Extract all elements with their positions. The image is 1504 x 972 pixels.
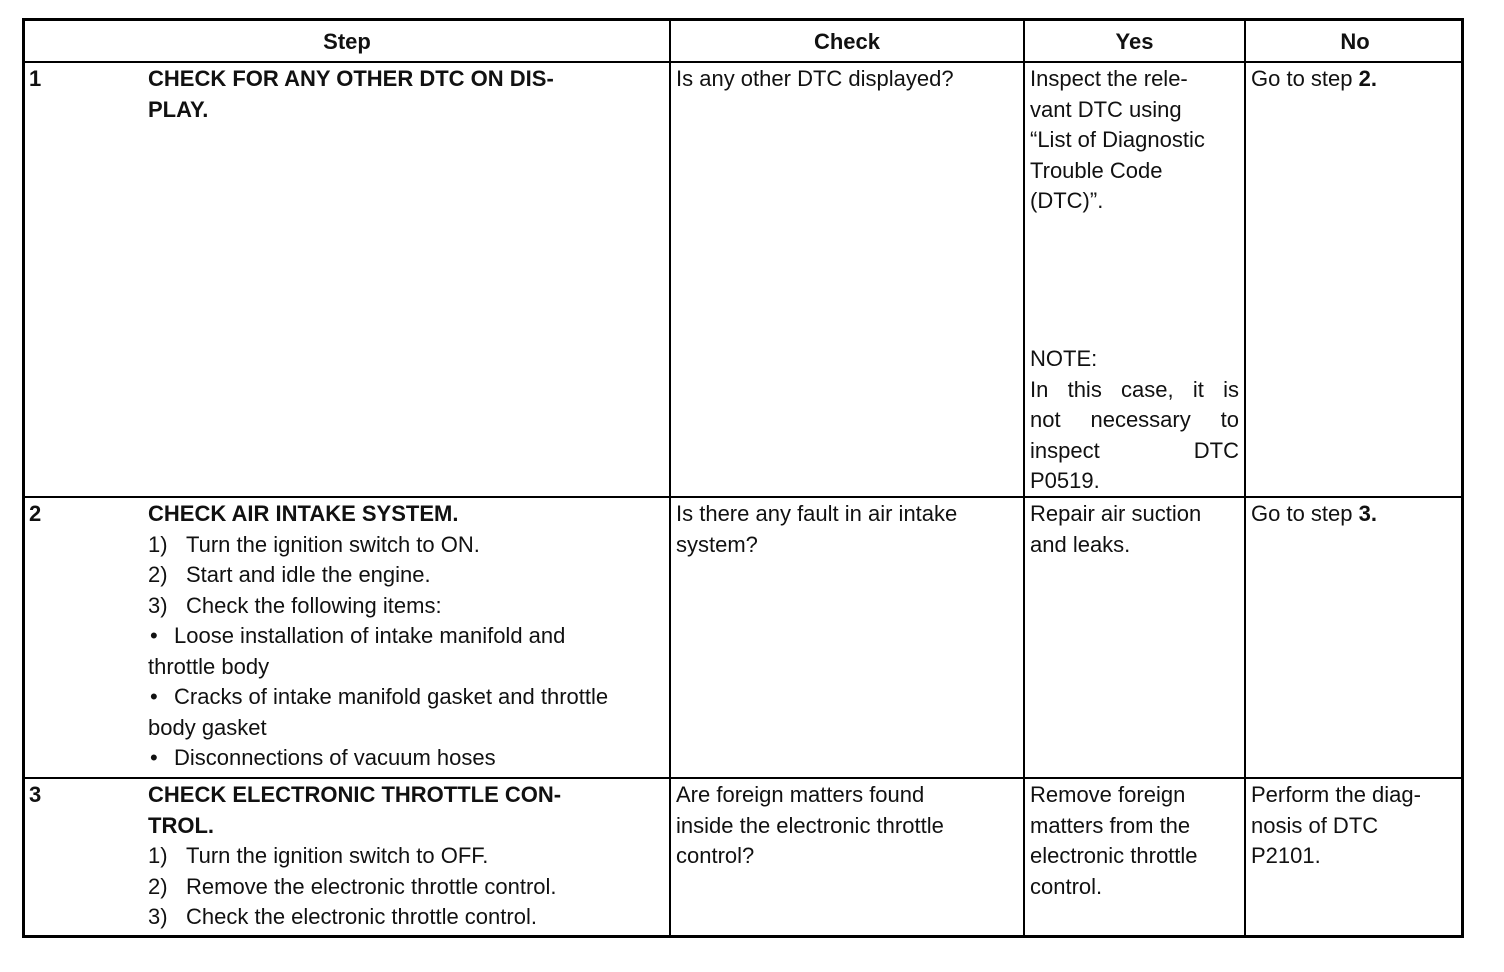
no-step-ref: 2. bbox=[1358, 66, 1377, 91]
row-divider bbox=[25, 496, 1461, 498]
column-divider bbox=[669, 21, 671, 935]
no-text: Go to step bbox=[1251, 66, 1359, 91]
no-cell bbox=[1251, 499, 1461, 530]
diagnostic-table bbox=[22, 18, 1464, 938]
step-title-line: CHECK FOR ANY OTHER DTC ON DIS- bbox=[148, 66, 554, 91]
procedure-step bbox=[148, 591, 666, 622]
note-block bbox=[1030, 344, 1239, 497]
bullet-icon: • bbox=[150, 684, 158, 709]
no-cell bbox=[1251, 780, 1461, 872]
yes-text: Inspect the rele- bbox=[1030, 66, 1188, 91]
no-text: nosis of DTC bbox=[1251, 812, 1379, 838]
procedure-step-number: 1) bbox=[148, 531, 168, 557]
procedure-step-number: 2) bbox=[148, 562, 168, 587]
procedure-step bbox=[148, 560, 666, 591]
step-title-line: PLAY. bbox=[148, 96, 209, 122]
note-text: In this case, it is bbox=[1030, 376, 1239, 402]
row-divider bbox=[25, 777, 1461, 779]
check-text: control? bbox=[676, 843, 755, 868]
step-title-line: CHECK AIR INTAKE SYSTEM. bbox=[148, 501, 459, 526]
no-cell bbox=[1251, 64, 1461, 95]
procedure-step-text: Check the electronic throttle control. bbox=[186, 904, 537, 929]
no-text: Perform the diag- bbox=[1251, 782, 1421, 807]
yes-text: Repair air suction bbox=[1030, 501, 1202, 526]
procedure-step-number: 2) bbox=[148, 873, 168, 899]
check-text: Are foreign matters found bbox=[676, 782, 925, 807]
yes-text: Trouble Code bbox=[1030, 157, 1163, 183]
note-text: inspect DTC bbox=[1030, 437, 1239, 463]
check-cell bbox=[676, 64, 1016, 95]
note-label: NOTE: bbox=[1030, 346, 1098, 371]
procedure-step-text: Check the following items: bbox=[186, 592, 442, 618]
column-divider bbox=[1244, 21, 1246, 935]
yes-text: matters from the bbox=[1030, 812, 1191, 838]
note-text: P0519. bbox=[1030, 468, 1100, 493]
header-check: Check bbox=[813, 29, 881, 54]
procedure-step-text: Remove the electronic throttle control. bbox=[186, 873, 557, 899]
yes-text: (DTC)”. bbox=[1030, 188, 1104, 213]
yes-cell bbox=[1030, 780, 1240, 902]
yes-cell bbox=[1030, 64, 1240, 217]
bullet-text: Cracks of intake manifold gasket and throttle bbox=[174, 684, 609, 709]
yes-text: Remove foreign bbox=[1030, 782, 1186, 807]
procedure-step-number: 3) bbox=[148, 904, 168, 929]
check-cell bbox=[676, 780, 1016, 872]
procedure-step-number: 3) bbox=[148, 592, 168, 618]
bullet-icon: • bbox=[150, 623, 158, 648]
header-step: Step bbox=[323, 29, 371, 54]
yes-text: control. bbox=[1030, 873, 1103, 899]
no-text: P2101. bbox=[1251, 843, 1321, 868]
yes-text: electronic throttle bbox=[1030, 843, 1198, 868]
check-text: Is any other DTC displayed? bbox=[676, 66, 954, 91]
procedure-step-text: Turn the ignition switch to OFF. bbox=[186, 843, 489, 868]
bullet-icon: • bbox=[150, 745, 158, 770]
step-number: 2 bbox=[29, 501, 42, 526]
check-text: inside the electronic throttle bbox=[676, 812, 944, 838]
procedure-step bbox=[148, 902, 666, 933]
yes-text: and leaks. bbox=[1030, 531, 1131, 557]
bullet-text: Loose installation of intake manifold and bbox=[174, 623, 566, 648]
step-content bbox=[148, 780, 666, 933]
step-number: 1 bbox=[29, 66, 42, 91]
header-yes: Yes bbox=[1115, 29, 1154, 54]
procedure-step-number: 1) bbox=[148, 843, 168, 868]
yes-cell bbox=[1030, 499, 1240, 560]
step-title-line: TROL. bbox=[148, 812, 214, 838]
bullet-text: body gasket bbox=[148, 714, 267, 740]
procedure-step bbox=[148, 841, 666, 872]
procedure-step-text: Start and idle the engine. bbox=[186, 562, 431, 587]
yes-text: “List of Diagnostic bbox=[1030, 127, 1205, 152]
check-cell bbox=[676, 499, 1016, 560]
bullet-item bbox=[148, 621, 666, 652]
header-no: No bbox=[1340, 29, 1370, 54]
bullet-item bbox=[148, 743, 666, 774]
bullet-text: throttle body bbox=[148, 653, 270, 679]
procedure-step-text: Turn the ignition switch to ON. bbox=[186, 531, 480, 557]
check-text: Is there any fault in air intake bbox=[676, 501, 958, 526]
step-number: 3 bbox=[29, 782, 42, 807]
step-title-line: CHECK ELECTRONIC THROTTLE CON- bbox=[148, 782, 562, 807]
bullet-item bbox=[148, 682, 666, 713]
step-content bbox=[148, 499, 666, 774]
step-title bbox=[148, 64, 663, 125]
no-step-ref: 3. bbox=[1358, 501, 1377, 526]
note-text: not necessary to bbox=[1030, 407, 1239, 432]
procedure-step bbox=[148, 872, 666, 903]
column-divider bbox=[1023, 21, 1025, 935]
procedure-step bbox=[148, 530, 666, 561]
yes-text: vant DTC using bbox=[1030, 96, 1182, 122]
no-text: Go to step bbox=[1251, 501, 1359, 526]
bullet-text: Disconnections of vacuum hoses bbox=[174, 745, 496, 770]
row-divider bbox=[25, 61, 1461, 63]
check-text: system? bbox=[676, 531, 758, 557]
